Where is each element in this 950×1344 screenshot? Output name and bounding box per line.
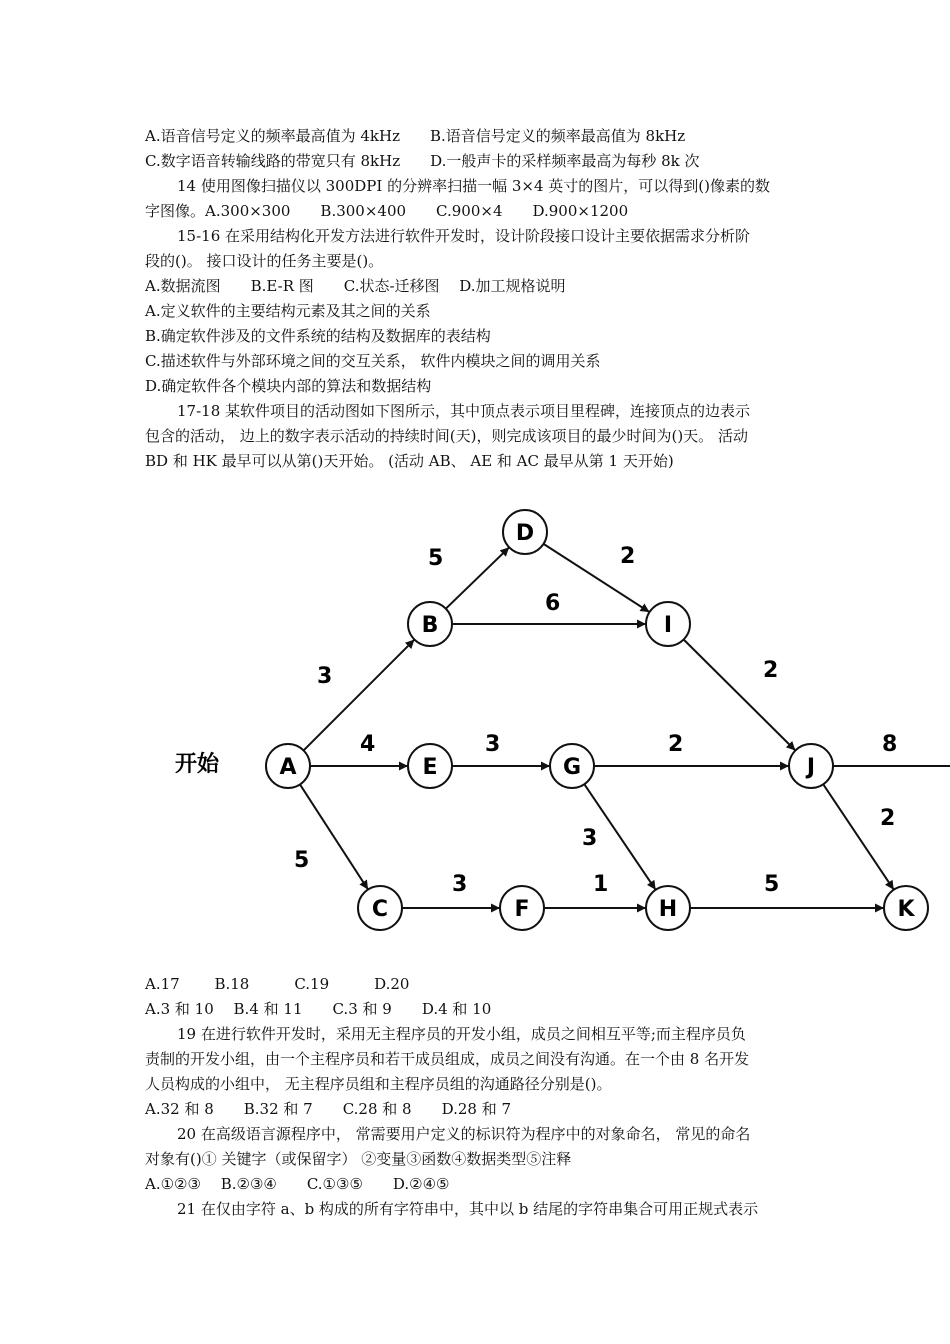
edge-weight-A-C: 5: [294, 848, 310, 873]
q14-text-1: 14 使用图像扫描仪以 300DPI 的分辨率扫描一幅 3×4 英寸的图片，可以得到()像素的数: [177, 177, 770, 195]
q14-text-2: 字图像。A.300×300 B.300×400 C.900×4 D.900×1200: [145, 202, 629, 220]
q20-options: A.①②③ B.②③④ C.①③⑤ D.②④⑤: [145, 1175, 450, 1193]
node-label-k: K: [897, 897, 915, 922]
q15-text-1: 15-16 在采用结构化开发方法进行软件开发时，设计阶段接口设计主要依据需求分析阶: [177, 227, 751, 245]
node-label-f: F: [514, 897, 530, 922]
edge-weight-E-G: 3: [485, 732, 501, 757]
edge-weight-G-H: 3: [582, 826, 598, 851]
q15-text-2: 段的()。 接口设计的任务主要是()。: [145, 252, 384, 270]
q19-text-3: 人员构成的小组中， 无主程序员组和主程序员组的沟通路径分别是()。: [145, 1075, 612, 1093]
q17-text-2: 包含的活动， 边上的数字表示活动的持续时间(天)，则完成该项目的最少时间为()天。 活动: [145, 427, 748, 445]
edge-weight-H-K: 5: [764, 872, 780, 897]
q15-options: A.数据流图 B.E-R 图 C.状态-迁移图 D.加工规格说明: [145, 277, 566, 295]
edge-B-D: [446, 547, 509, 608]
q16-option-b: B.确定软件涉及的文件系统的结构及数据库的表结构: [145, 327, 491, 345]
edge-weight-G-J: 2: [668, 732, 684, 757]
edge-J-K: [823, 784, 894, 889]
edge-I-J: [684, 640, 796, 751]
node-label-j: J: [806, 755, 816, 780]
node-label-d: D: [515, 521, 535, 546]
q16-option-c: C.描述软件与外部环境之间的交互关系， 软件内模块之间的调用关系: [145, 352, 601, 370]
q13-options-ab: A.语音信号定义的频率最高值为 4kHz B.语音信号定义的频率最高值为 8kHz: [145, 127, 686, 145]
q17-text-1: 17-18 某软件项目的活动图如下图所示，其中顶点表示项目里程碑，连接顶点的边表示: [177, 402, 751, 420]
node-label-i: I: [663, 613, 673, 638]
edge-weight-D-I: 2: [620, 544, 636, 569]
node-label-g: G: [562, 755, 582, 780]
edge-weight-B-I: 6: [545, 591, 561, 616]
q17-text-3: BD 和 HK 最早可以从第()天开始。 (活动 AB、 AE 和 AC 最早从第 1 天开始): [145, 452, 674, 470]
edge-weight-F-H: 1: [593, 872, 609, 897]
edge-A-C: [300, 784, 368, 889]
node-label-c: C: [371, 897, 389, 922]
edge-weight-A-B: 3: [317, 664, 333, 689]
q18-options: A.3 和 10 B.4 和 11 C.3 和 9 D.4 和 10: [145, 1000, 492, 1018]
q21-text-1: 21 在仅由字符 a、b 构成的所有字符串中，其中以 b 结尾的字符串集合可用正规式表示: [177, 1200, 759, 1218]
q19-text-2: 责制的开发小组，由一个主程序员和若干成员组成，成员之间没有沟通。在一个由 8 名开发: [145, 1050, 750, 1068]
edge-weight-A-E: 4: [360, 732, 376, 757]
q13-options-cd: C.数字语音转输线路的带宽只有 8kHz D.一般声卡的采样频率最高为每秒 8k 次: [145, 152, 700, 170]
edge-weight-J-end: 8: [882, 732, 898, 757]
q19-options: A.32 和 8 B.32 和 7 C.28 和 8 D.28 和 7: [145, 1100, 512, 1118]
q19-text-1: 19 在进行软件开发时，采用无主程序员的开发小组，成员之间相互平等;而主程序员负: [177, 1025, 746, 1043]
q17-options: A.17 B.18 C.19 D.20: [145, 975, 410, 993]
q16-option-a: A.定义软件的主要结构元素及其之间的关系: [145, 302, 431, 320]
edge-weight-I-J: 2: [763, 658, 779, 683]
node-label-e: E: [422, 755, 438, 780]
edge-weight-C-F: 3: [452, 872, 468, 897]
q20-text-1: 20 在高级语言源程序中， 常需要用户定义的标识符为程序中的对象命名， 常见的命名: [177, 1125, 751, 1143]
q16-option-d: D.确定软件各个模块内部的算法和数据结构: [145, 377, 432, 395]
node-label-b: B: [421, 613, 439, 638]
q20-text-2: 对象有()① 关键字（或保留字） ②变量③函数④数据类型⑤注释: [145, 1150, 572, 1168]
edge-A-B: [304, 640, 415, 751]
node-label-a: A: [279, 755, 297, 780]
edge-weight-J-K: 2: [880, 806, 896, 831]
activity-network-diagram: [140, 495, 950, 950]
start-label: 开始: [175, 752, 220, 777]
edge-weight-B-D: 5: [428, 546, 444, 571]
node-label-h: H: [658, 897, 678, 922]
